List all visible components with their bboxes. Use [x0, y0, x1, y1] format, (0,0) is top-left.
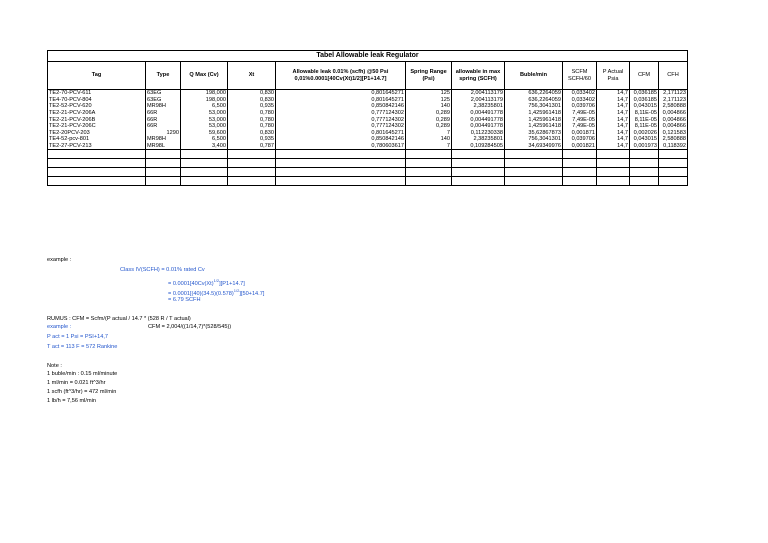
cell-qmax: 53,000 — [181, 123, 228, 130]
cell-qmax: 53,000 — [181, 116, 228, 123]
cell-allowable-max-spring: 2,38235801 — [452, 103, 505, 110]
cell-p-actual: 14,7 — [597, 116, 630, 123]
empty-cell — [181, 177, 228, 186]
equation-1-b: ][P1+14.7] — [219, 280, 245, 287]
empty-cell — [505, 177, 563, 186]
empty-cell — [406, 168, 452, 177]
cell-allowable-max-spring: 0,004491778 — [452, 123, 505, 130]
cell-tag: TE2-27-PCV-213 — [48, 143, 146, 150]
cell-tag: TE2-70-PCV-611 — [48, 90, 146, 97]
cell-buble-min: 636,2264059 — [505, 90, 563, 97]
cell-type: 63EG — [146, 90, 181, 97]
equation-1-a: = 0.0001[40Cv(Xt) — [168, 280, 214, 287]
header-p-actual: P Actual Psia — [597, 62, 630, 90]
header-type: Type — [146, 62, 181, 90]
cell-spring-range: 7 — [406, 143, 452, 150]
cell-buble-min: 636,2264059 — [505, 97, 563, 104]
cell-allowable-leak: 0,801645271 — [276, 90, 406, 97]
cell-cfm: 8,11E-05 — [630, 110, 659, 117]
header-allowable-max-spring: allowable in max spring (SCFH) — [452, 62, 505, 90]
cell-allowable-leak: 0,850842146 — [276, 136, 406, 143]
cell-scfm: 0,039706 — [563, 136, 597, 143]
example2-label: example : — [47, 324, 72, 330]
empty-cell — [181, 159, 228, 168]
table-row — [48, 143, 688, 150]
note-label: Note : — [47, 363, 62, 369]
empty-cell — [505, 150, 563, 159]
equation-3: = 6.79 SCFH — [168, 297, 201, 303]
cell-qmax: 198,000 — [181, 90, 228, 97]
note-line-2: 1 ml/min = 0.021 ft^3/hr — [47, 380, 106, 386]
cell-buble-min: 756,3041301 — [505, 136, 563, 143]
cell-scfm: 0,001871 — [563, 130, 597, 137]
cell-spring-range: 0,289 — [406, 110, 452, 117]
cell-buble-min: 1,425961418 — [505, 116, 563, 123]
cell-scfm: 0,033402 — [563, 90, 597, 97]
header-scfm: SCFM SCFH/60 — [563, 62, 597, 90]
cell-qmax: 59,600 — [181, 130, 228, 137]
header-allowable-leak: Allowable leak 0.01% (scfh) @50 Psi 0,01%0.0001[40Cv(Xt)1/2][P1+14.7] — [276, 62, 406, 90]
empty-cell — [597, 168, 630, 177]
cell-p-actual: 14,7 — [597, 136, 630, 143]
note-line-1: 1 buble/min : 0.15 ml/minute — [47, 371, 118, 377]
cell-spring-range: 125 — [406, 97, 452, 104]
equation-2-sup: 1/2 — [233, 288, 240, 293]
empty-cell — [228, 150, 276, 159]
example2-equation: CFM = 2,004/((1/14,7)*(528/545)) — [148, 324, 232, 330]
cell-tag: TE2-21-PCV-206A — [48, 110, 146, 117]
empty-cell — [630, 168, 659, 177]
cell-allowable-max-spring: 0,004491778 — [452, 110, 505, 117]
cell-allowable-leak: 0,777124302 — [276, 123, 406, 130]
cell-qmax: 3,400 — [181, 143, 228, 150]
cell-cfm: 0,036185 — [630, 97, 659, 104]
cell-tag: TE2-21-PCV-206B — [48, 116, 146, 123]
equation-2-a: = 0.0001[(40)(34.5)(0.578) — [168, 290, 234, 297]
cell-xt: 0,935 — [228, 136, 276, 143]
t-actual-note: T act = 113 F = 572 Rankine — [47, 344, 118, 350]
cell-p-actual: 14,7 — [597, 110, 630, 117]
cell-p-actual: 14,7 — [597, 90, 630, 97]
header-cfh: CFH — [659, 62, 688, 90]
cell-spring-range: 0,289 — [406, 116, 452, 123]
cell-p-actual: 14,7 — [597, 130, 630, 137]
cell-type: MR98H — [146, 136, 181, 143]
cell-spring-range: 7 — [406, 130, 452, 137]
cell-p-actual: 14,7 — [597, 97, 630, 104]
equation-2-b: ][50+14.7] — [239, 290, 265, 297]
cell-cfh: 2,580888 — [659, 103, 688, 110]
cell-xt: 0,780 — [228, 123, 276, 130]
cell-xt: 0,787 — [228, 143, 276, 150]
cell-allowable-max-spring: 2,004113179 — [452, 97, 505, 104]
cell-type: 1290 — [146, 130, 181, 137]
cell-allowable-leak: 0,801645271 — [276, 130, 406, 137]
empty-cell — [228, 177, 276, 186]
cell-scfm: 7,49E-05 — [563, 110, 597, 117]
cell-xt: 0,830 — [228, 130, 276, 137]
table-row — [48, 90, 688, 97]
cell-allowable-max-spring: 0,112230338 — [452, 130, 505, 137]
table-row — [48, 130, 688, 137]
cell-xt: 0,830 — [228, 97, 276, 104]
header-cfm: CFM — [630, 62, 659, 90]
cell-type: 66R — [146, 110, 181, 117]
empty-row — [48, 150, 688, 159]
example-label: example : — [47, 257, 72, 263]
cell-type: MR98H — [146, 103, 181, 110]
cell-spring-range: 140 — [406, 136, 452, 143]
empty-cell — [659, 168, 688, 177]
cell-buble-min: 1,425961418 — [505, 110, 563, 117]
cell-tag: TE4-52-pcv-801 — [48, 136, 146, 143]
cell-cfm: 0,001973 — [630, 143, 659, 150]
cell-cfm: 0,036185 — [630, 90, 659, 97]
cell-allowable-leak: 0,850842146 — [276, 103, 406, 110]
empty-cell — [505, 159, 563, 168]
cell-allowable-leak: 0,777124302 — [276, 116, 406, 123]
empty-cell — [630, 150, 659, 159]
rumus-formula: RUMUS : CFM = Scfm/(P actual / 14.7 * (528 R / T actual) — [47, 316, 191, 322]
cell-cfm: 0,043015 — [630, 103, 659, 110]
empty-row — [48, 168, 688, 177]
note-line-3: 1 scfh (ft^3/hr) = 472 ml/min — [47, 389, 117, 395]
table-row — [48, 97, 688, 104]
empty-cell — [452, 168, 505, 177]
cell-scfm: 7,49E-05 — [563, 116, 597, 123]
cell-xt: 0,935 — [228, 103, 276, 110]
empty-cell — [406, 159, 452, 168]
empty-cell — [563, 168, 597, 177]
cell-xt: 0,780 — [228, 116, 276, 123]
empty-cell — [597, 177, 630, 186]
empty-cell — [181, 168, 228, 177]
table-row — [48, 136, 688, 143]
cell-spring-range: 125 — [406, 90, 452, 97]
cell-cfh: 2,171123 — [659, 97, 688, 104]
empty-cell — [505, 168, 563, 177]
empty-cell — [181, 150, 228, 159]
cell-cfm: 8,11E-05 — [630, 123, 659, 130]
cell-tag: TE2-21-PCV-206C — [48, 123, 146, 130]
cell-p-actual: 14,7 — [597, 103, 630, 110]
empty-cell — [276, 168, 406, 177]
cell-tag: TE2-52-PCV-620 — [48, 103, 146, 110]
cell-buble-min: 35,62867873 — [505, 130, 563, 137]
cell-p-actual: 14,7 — [597, 143, 630, 150]
empty-cell — [48, 159, 146, 168]
cell-scfm: 7,49E-05 — [563, 123, 597, 130]
empty-cell — [563, 150, 597, 159]
empty-cell — [452, 177, 505, 186]
cell-cfh: 0,004866 — [659, 116, 688, 123]
cell-cfh: 0,004866 — [659, 110, 688, 117]
empty-cell — [228, 159, 276, 168]
header-xt: Xt — [228, 62, 276, 90]
empty-cell — [630, 177, 659, 186]
table-row — [48, 123, 688, 130]
header-spring-range: Spring Range (Psi) — [406, 62, 452, 90]
empty-cell — [276, 159, 406, 168]
cell-qmax: 6,500 — [181, 103, 228, 110]
cell-qmax: 6,500 — [181, 136, 228, 143]
empty-cell — [597, 150, 630, 159]
cell-qmax: 53,000 — [181, 110, 228, 117]
cell-cfm: 0,002026 — [630, 130, 659, 137]
empty-cell — [659, 150, 688, 159]
cell-type: 66R — [146, 116, 181, 123]
cell-type: MR98L — [146, 143, 181, 150]
cell-scfm: 0,033402 — [563, 97, 597, 104]
empty-cell — [630, 159, 659, 168]
cell-cfh: 2,171123 — [659, 90, 688, 97]
empty-cell — [452, 159, 505, 168]
header-tag: Tag — [48, 62, 146, 90]
empty-cell — [597, 159, 630, 168]
header-qmax: Q Max (Cv) — [181, 62, 228, 90]
table-row — [48, 110, 688, 117]
cell-tag: TE2-20PCV-203 — [48, 130, 146, 137]
empty-cell — [48, 168, 146, 177]
cell-xt: 0,780 — [228, 110, 276, 117]
empty-cell — [48, 177, 146, 186]
cell-cfm: 8,11E-05 — [630, 116, 659, 123]
cell-allowable-max-spring: 2,004113179 — [452, 90, 505, 97]
empty-cell — [659, 177, 688, 186]
cell-xt: 0,830 — [228, 90, 276, 97]
cell-cfh: 0,004866 — [659, 123, 688, 130]
cell-allowable-leak: 0,780603617 — [276, 143, 406, 150]
cell-buble-min: 756,3041301 — [505, 103, 563, 110]
empty-cell — [659, 159, 688, 168]
note-line-4: 1 lb/h = 7,56 ml/min — [47, 398, 96, 404]
header-buble-min: Buble/min — [505, 62, 563, 90]
empty-cell — [406, 150, 452, 159]
cell-cfh: 2,580888 — [659, 136, 688, 143]
empty-cell — [406, 177, 452, 186]
regulator-leak-table — [47, 50, 688, 186]
equation-1-sup: 1/2 — [213, 278, 220, 283]
empty-cell — [276, 177, 406, 186]
cell-type: 66R — [146, 123, 181, 130]
cell-buble-min: 34,69349976 — [505, 143, 563, 150]
cell-allowable-max-spring: 0,109284505 — [452, 143, 505, 150]
empty-cell — [276, 150, 406, 159]
cell-p-actual: 14,7 — [597, 123, 630, 130]
empty-cell — [228, 168, 276, 177]
cell-type: 63EG — [146, 97, 181, 104]
empty-cell — [563, 177, 597, 186]
empty-cell — [146, 150, 181, 159]
cell-allowable-leak: 0,777124302 — [276, 110, 406, 117]
p-actual-note: P act = 1 Psi = PSI+14,7 — [47, 334, 109, 340]
empty-cell — [48, 150, 146, 159]
cell-spring-range: 140 — [406, 103, 452, 110]
empty-row — [48, 177, 688, 186]
cell-buble-min: 1,425961418 — [505, 123, 563, 130]
empty-cell — [146, 168, 181, 177]
class-line: Class IV(SCFH) = 0.01% rated Cv — [120, 267, 205, 273]
table-row — [48, 103, 688, 110]
cell-allowable-max-spring: 2,38235801 — [452, 136, 505, 143]
cell-qmax: 198,000 — [181, 97, 228, 104]
cell-cfh: 0,118392 — [659, 143, 688, 150]
cell-cfh: 0,121583 — [659, 130, 688, 137]
cell-allowable-leak: 0,801645271 — [276, 97, 406, 104]
cell-allowable-max-spring: 0,004491778 — [452, 116, 505, 123]
table-row — [48, 116, 688, 123]
empty-cell — [146, 177, 181, 186]
empty-cell — [563, 159, 597, 168]
cell-scfm: 0,001821 — [563, 143, 597, 150]
empty-cell — [452, 150, 505, 159]
cell-tag: TE4-70-PCV-804 — [48, 97, 146, 104]
cell-cfm: 0,043015 — [630, 136, 659, 143]
cell-scfm: 0,039706 — [563, 103, 597, 110]
table-title: Tabel Allowable leak Regulator — [48, 51, 688, 62]
cell-spring-range: 0,289 — [406, 123, 452, 130]
empty-cell — [146, 159, 181, 168]
empty-row — [48, 159, 688, 168]
